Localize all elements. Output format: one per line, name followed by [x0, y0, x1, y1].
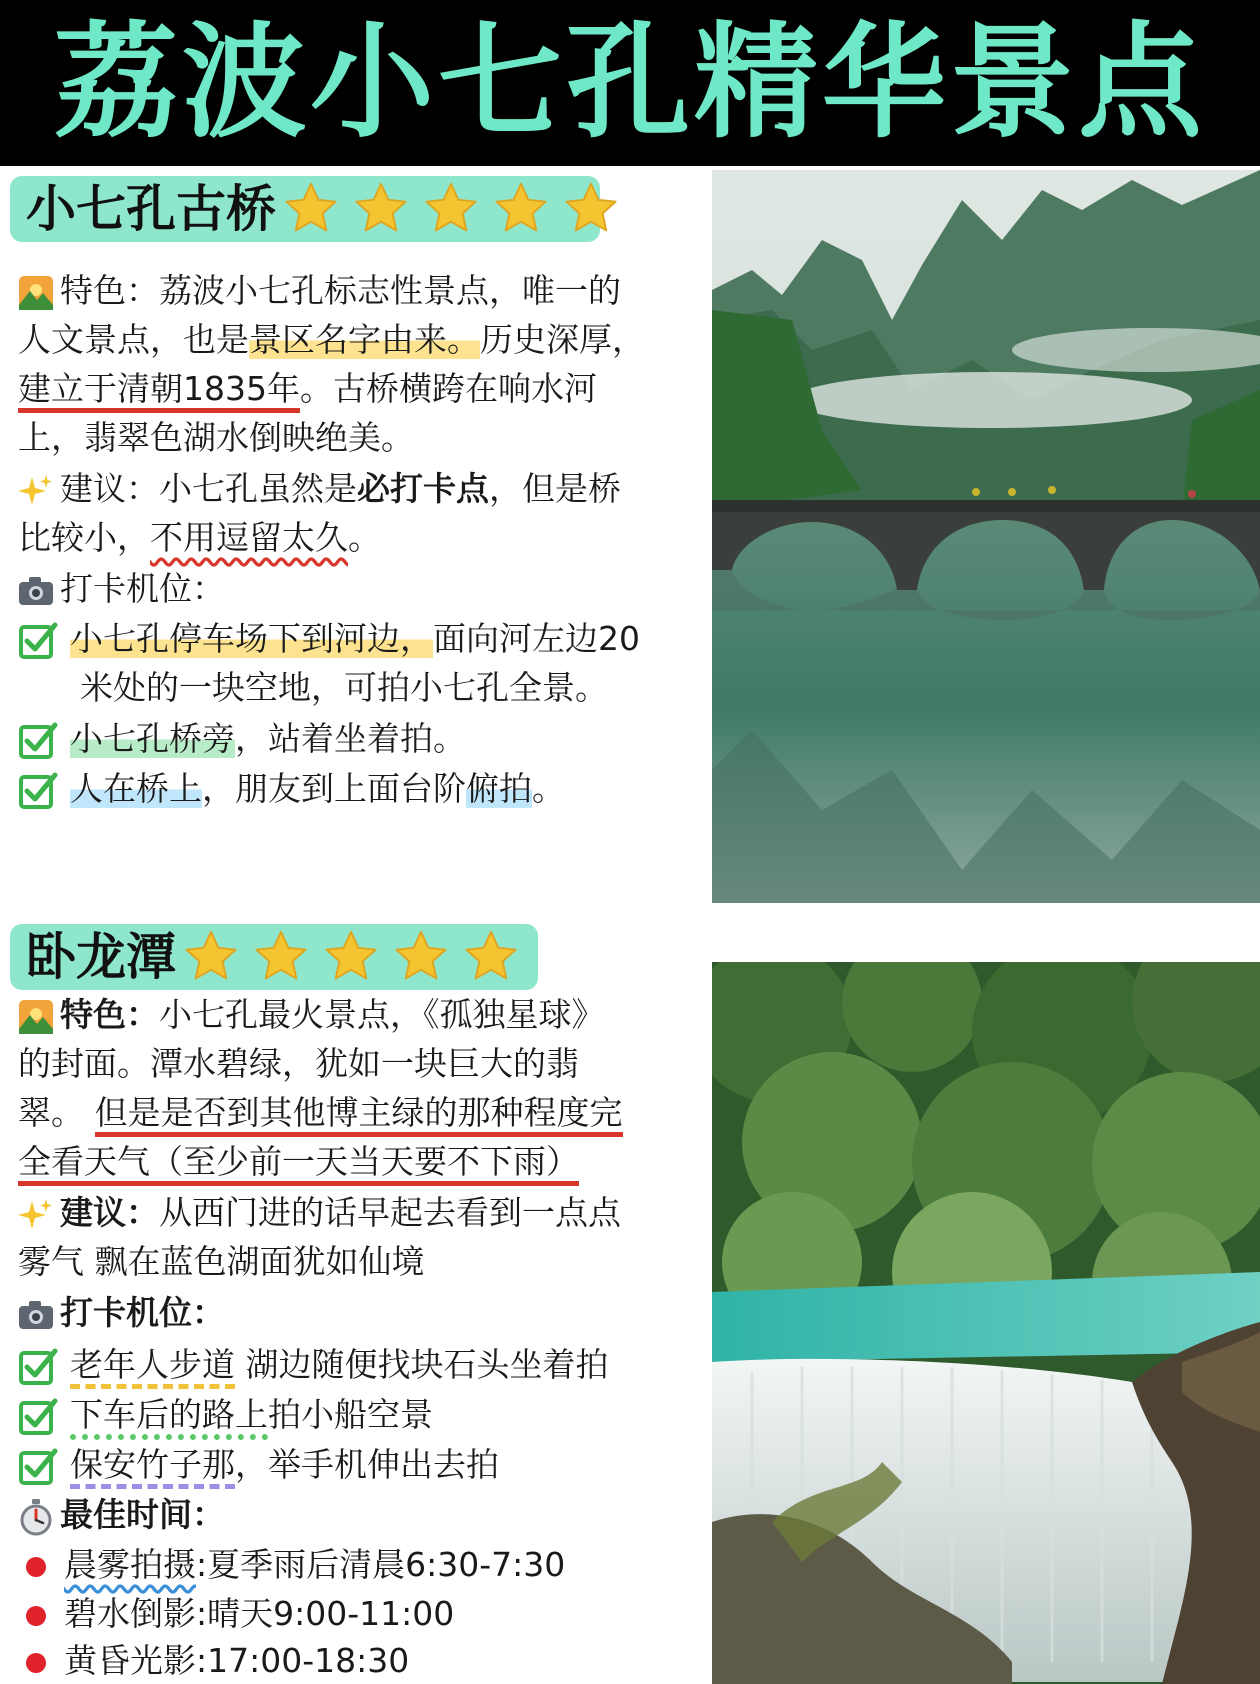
spot-item: 小七孔桥旁，站着坐着拍。 — [18, 714, 466, 763]
spot-item-continued: 米处的一块空地，可拍小七孔全景。 — [80, 668, 608, 707]
star-icon — [492, 180, 550, 238]
feature-line: 翠。 但是是否到其他博主绿的那种程度完 — [18, 1088, 623, 1137]
spot-item: 保安竹子那，举手机伸出去拍 — [18, 1440, 499, 1489]
spot-item: 人在桥上，朋友到上面台阶俯拍。 — [18, 764, 565, 813]
red-circle-icon — [26, 1653, 46, 1673]
camera-icon — [18, 1299, 54, 1331]
section-header-ancient-bridge — [10, 170, 600, 248]
spot-item: 下车后的路上拍小船空景 — [18, 1390, 433, 1439]
check-box-icon — [18, 621, 58, 661]
time-item: 碧水倒影:晴天9:00-11:00 — [18, 1589, 454, 1638]
feature-line: 人文景点，也是景区名字由来。历史深厚， — [18, 320, 645, 359]
sparkles-icon — [18, 1197, 54, 1233]
feature-line: 上，翡翠色湖水倒映绝美。 — [18, 418, 414, 457]
feature-line: 特色：荔波小七孔标志性景点，唯一的 — [18, 266, 621, 315]
section-header-wolong-pool — [10, 918, 538, 996]
title-banner — [0, 0, 1260, 166]
sparkles-icon — [18, 473, 54, 509]
spot-item: 小七孔停车场下到河边，面向河左边20 — [18, 614, 640, 663]
section-title: 小七孔古桥 — [26, 179, 276, 238]
star-rating — [182, 928, 532, 986]
star-icon — [562, 180, 620, 238]
red-circle-icon — [26, 1606, 46, 1626]
star-icon — [252, 928, 310, 986]
feature-line: 全看天气（至少前一天当天要不下雨） — [18, 1137, 579, 1186]
feature-line: 建立于清朝1835年。古桥横跨在响水河 — [18, 364, 597, 413]
star-icon — [322, 928, 380, 986]
star-icon — [182, 928, 240, 986]
star-icon — [462, 928, 520, 986]
check-box-icon — [18, 1397, 58, 1437]
star-icon — [422, 180, 480, 238]
check-box-icon — [18, 1447, 58, 1487]
section-title: 卧龙潭 — [26, 927, 176, 986]
feature-line: 的封面。潭水碧绿，犹如一块巨大的翡 — [18, 1044, 579, 1083]
time-item: 晨雾拍摄:夏季雨后清晨6:30-7:30 — [18, 1540, 565, 1589]
star-icon — [392, 928, 450, 986]
bridge-photo — [712, 170, 1260, 903]
feature-line: 特色：小七孔最火景点，《孤独星球》 — [18, 990, 605, 1039]
stopwatch-icon — [18, 1498, 54, 1536]
best-time-label-line: 最佳时间： — [18, 1490, 225, 1539]
wolong-pool-photo — [712, 962, 1260, 1684]
camera-icon — [18, 575, 54, 607]
check-box-icon — [18, 771, 58, 811]
advice-line: 雾气 飘在蓝色湖面犹如仙境 — [18, 1242, 425, 1281]
star-icon — [352, 180, 410, 238]
time-item: 黄昏光影:17:00-18:30 — [18, 1636, 409, 1684]
check-box-icon — [18, 721, 58, 761]
advice-line: 建议：从西门进的话早起去看到一点点 — [18, 1188, 621, 1237]
spots-label-line: 打卡机位： — [18, 564, 225, 613]
advice-line: 建议：小七孔虽然是必打卡点，但是桥 — [18, 464, 621, 513]
star-rating — [282, 180, 632, 238]
spot-item: 老年人步道 湖边随便找块石头坐着拍 — [18, 1340, 609, 1389]
spots-label-line: 打卡机位： — [18, 1288, 225, 1337]
star-icon — [282, 180, 340, 238]
sunrise-mountain-icon — [18, 999, 54, 1035]
page-title: 荔波小七孔精华景点 — [53, 11, 1206, 155]
sunrise-mountain-icon — [18, 275, 54, 311]
check-box-icon — [18, 1347, 58, 1387]
red-circle-icon — [26, 1557, 46, 1577]
advice-line: 比较小，不用逗留太久。 — [18, 518, 381, 557]
